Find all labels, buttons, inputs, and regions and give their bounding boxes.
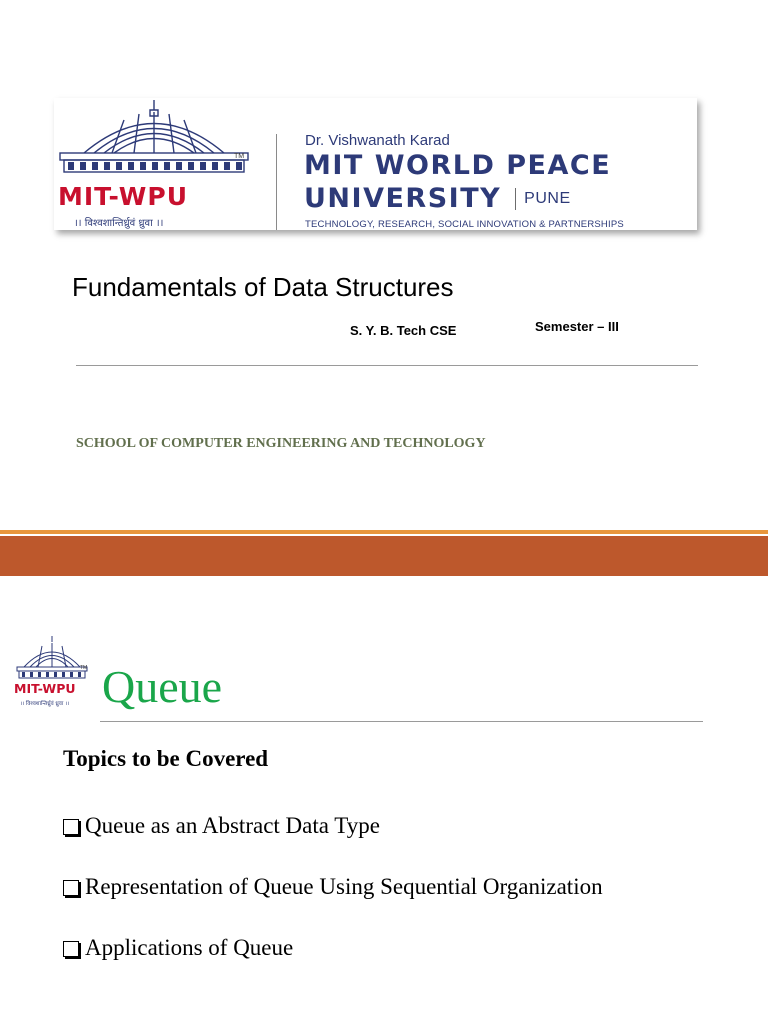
slide-title-divider	[100, 721, 703, 722]
checkbox-bullet-icon	[63, 941, 79, 957]
logo-motto: ।। विश्वशान्तिर्ध्रुवं ध्रुवा ।।	[74, 218, 164, 229]
school-name: SCHOOL OF COMPUTER ENGINEERING AND TECHNOLOGY	[76, 436, 486, 451]
university-tagline: TECHNOLOGY, RESEARCH, SOCIAL INNOVATION & PARTNERSHIPS	[305, 219, 624, 230]
university-prefix: Dr. Vishwanath Karad	[305, 132, 450, 149]
university-name-line1: MIT WORLD PEACE	[304, 150, 612, 181]
dome-icon	[14, 635, 90, 681]
logo-wordmark: MIT-WPU	[58, 182, 189, 211]
slide-separator-band	[0, 536, 768, 576]
list-item	[63, 874, 603, 900]
city-separator	[515, 188, 516, 210]
logo-wordmark: MIT-WPU	[14, 681, 76, 696]
topics-heading: Topics to be Covered	[63, 746, 269, 771]
topic-text: Representation of Queue Using Sequential Organization	[85, 874, 603, 899]
list-item	[63, 813, 380, 839]
trademark-mark: TM	[80, 665, 88, 671]
logo-motto: ।। विश्वशान्तिर्ध्रुवं ध्रुवा ।।	[20, 701, 70, 707]
topic-text: Applications of Queue	[85, 935, 294, 960]
checkbox-bullet-icon	[63, 880, 79, 896]
course-title: Fundamentals of Data Structures	[72, 272, 454, 302]
university-name-row2	[304, 183, 571, 214]
title-divider	[76, 365, 698, 366]
university-name-line2: UNIVERSITY	[304, 183, 502, 214]
list-item	[63, 935, 293, 961]
slide-title: Queue	[102, 661, 223, 712]
trademark-mark: TM	[234, 153, 245, 160]
university-banner	[54, 98, 697, 230]
mit-wpu-small-logo	[14, 635, 90, 711]
slide-separator-accent	[0, 530, 768, 534]
semester-label: Semester – III	[535, 319, 619, 334]
dome-icon	[54, 98, 274, 183]
program-label: S. Y. B. Tech CSE	[350, 323, 457, 338]
topic-text: Queue as an Abstract Data Type	[85, 813, 380, 838]
mit-wpu-logo	[54, 98, 274, 230]
university-city: PUNE	[524, 189, 571, 207]
checkbox-bullet-icon	[63, 819, 79, 835]
banner-divider	[276, 134, 277, 230]
